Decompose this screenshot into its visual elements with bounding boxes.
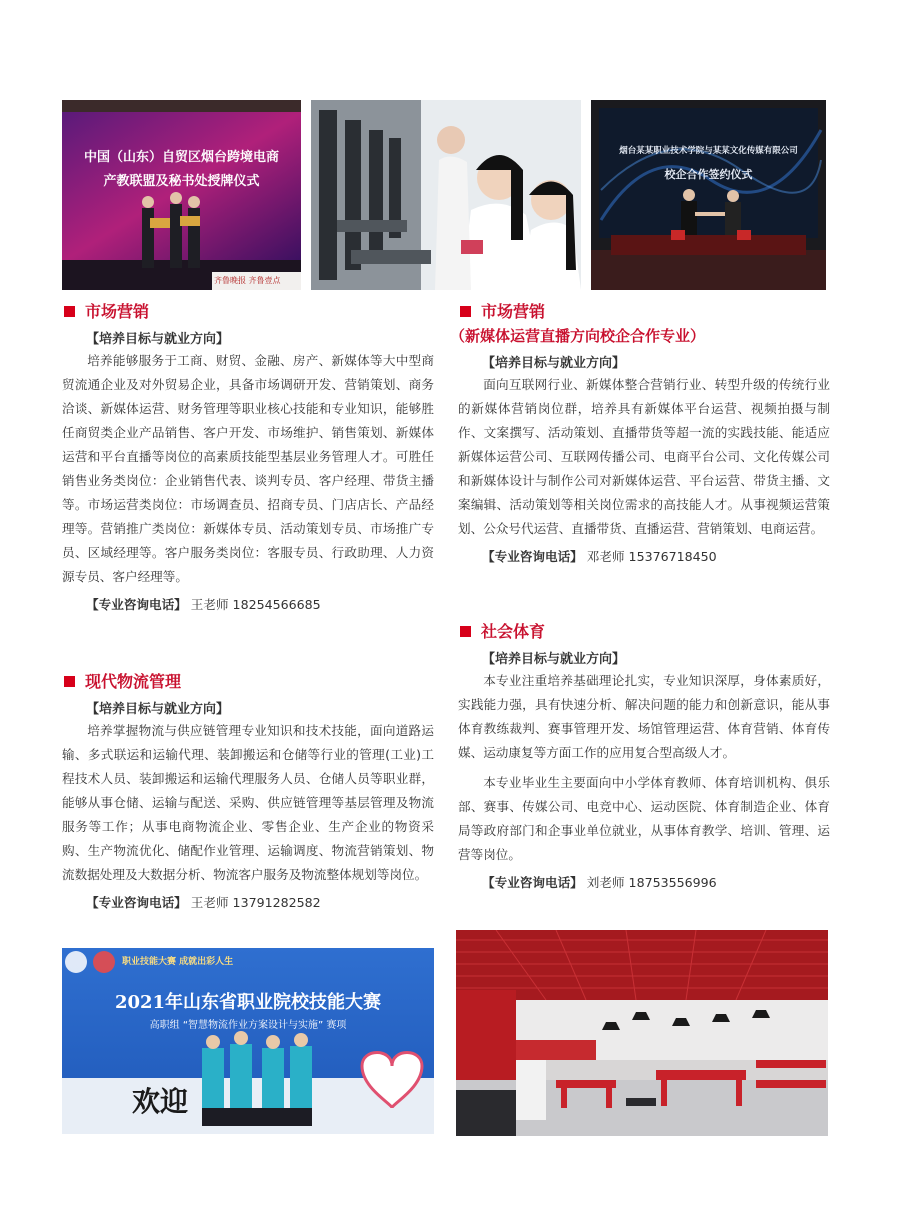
ceremony-photo-1 bbox=[62, 100, 301, 290]
goal-label: 【培养目标与就业方向】 bbox=[482, 652, 626, 667]
contact-label: 【专业咨询电话】 bbox=[482, 875, 583, 890]
red-square-icon bbox=[460, 306, 471, 317]
signing-banner-line-2: 校企合作签约仪式 bbox=[664, 168, 753, 181]
contest-photo bbox=[62, 948, 434, 1134]
contact-label: 【专业咨询电话】 bbox=[482, 549, 583, 564]
section-sports-title bbox=[458, 620, 830, 644]
contact-label: 【专业咨询电话】 bbox=[86, 895, 187, 910]
red-square-icon bbox=[64, 676, 75, 687]
signing-banner-line-1: 烟台某某职业技术学院与某某文化传媒有限公司 bbox=[619, 146, 798, 156]
logistics-paragraph: 培养掌握物流与供应链管理专业知识和技术技能，面向道路运输、多式联运和运输代理、装卸搬运和仓储等行业的管理(工业)工程技术人员、装卸搬运和运输代理服务人员、仓储人员等职业群，能够从事仓储、运输与配送、采购、供应链管理等基层管理及物流服务等工作；从事电商物流企业、零售企业、生产企业的物资采购、生产物流优化、储配作业管理、运输调度、物流营销策划、物流数据处理及大数据分析、物流客户服务及物流整体规划等岗位。 bbox=[62, 723, 434, 882]
red-square-icon bbox=[64, 306, 75, 317]
section-sports bbox=[458, 620, 830, 895]
sports-paragraph-2: 本专业毕业生主要面向中小学体育教师、体育培训机构、俱乐部、赛事、传媒公司、电竞中心、运动医院、体育制造企业、体育局等政府部门和企事业单位就业，从事体育教学、培训、管理、运营等岗位。 bbox=[458, 775, 830, 862]
contact-value: 邓老师 15376718450 bbox=[586, 549, 717, 564]
ceremony-photo-2 bbox=[591, 100, 826, 290]
marketing-paragraph: 培养能够服务于工商、财贸、金融、房产、新媒体等大中型商贸流通企业及对外贸易企业，具备市场调研开发、营销策划、商务洽谈、新媒体运营、财务管理等职业核心技能和专业知识，能够胜任商贸类企业产品销售、客户开发、市场维护、销售策划、新媒体运营和平台直播等岗位的高素质技能型基层业务管理人才。可胜任销售业务类岗位：企业销售代表、谈判专员、客户经理、带货主播等。市场运营类岗位：市场调查员、招商专员、门店店长、产品经理等。营销推广类岗位：新媒体专员、活动策划专员、市场推广专员、区域经理等。客户服务类岗位：客服专员、行政助理、人力资源专员、客户经理等。 bbox=[62, 353, 434, 584]
gym-photo bbox=[456, 930, 828, 1136]
sports-contact bbox=[482, 871, 830, 895]
section-marketing-title bbox=[62, 300, 434, 324]
contact-value: 王老师 13791282582 bbox=[190, 895, 321, 910]
contest-title: 2021年山东省职业院校技能大赛 bbox=[114, 992, 382, 1013]
section-logistics-title-text: 现代物流管理 bbox=[85, 672, 182, 691]
section-marketing bbox=[62, 300, 434, 617]
goal-label: 【培养目标与就业方向】 bbox=[482, 356, 626, 371]
sports-paragraph-1: 本专业注重培养基础理论扎实，专业知识深厚，身体素质好，实践能力强，具有快速分析、解决问题的能力和创新意识，能从事体育教练裁判、赛事管理开发、场馆管理运营、体育营销、体育传媒、运动康复等方面工作的应用复合型高级人才。 bbox=[458, 673, 830, 760]
newspaper-logo: 齐鲁晚报 齐鲁壹点 bbox=[214, 276, 281, 285]
contact-value: 王老师 18254566685 bbox=[190, 597, 321, 612]
section-new-media-subtitle: （新媒体运营直播方向校企合作专业） bbox=[450, 327, 706, 345]
contest-logo-text: 职业技能大赛 成就出彩人生 bbox=[122, 957, 234, 967]
goal-label: 【培养目标与就业方向】 bbox=[86, 332, 230, 347]
goal-label: 【培养目标与就业方向】 bbox=[86, 702, 230, 717]
contest-subtitle: 高职组 “智慧物流作业方案设计与实施” 赛项 bbox=[149, 1020, 347, 1031]
section-marketing-title-text: 市场营销 bbox=[85, 302, 150, 321]
students-photo bbox=[311, 100, 581, 290]
logistics-contact bbox=[86, 891, 434, 915]
new-media-contact bbox=[482, 545, 830, 569]
section-new-media-title-text: 市场营销 bbox=[481, 302, 546, 321]
section-new-media bbox=[450, 300, 830, 569]
welcome-sign-text: 欢迎 bbox=[132, 1085, 189, 1118]
banner-text-line-2: 产教联盟及秘书处授牌仪式 bbox=[103, 174, 260, 189]
section-logistics-title bbox=[62, 670, 434, 694]
section-sports-title-text: 社会体育 bbox=[481, 622, 546, 641]
red-square-icon bbox=[460, 626, 471, 637]
marketing-contact bbox=[86, 593, 434, 617]
section-new-media-title bbox=[458, 300, 830, 324]
new-media-paragraph: 面向互联网行业、新媒体整合营销行业、转型升级的传统行业的新媒体营销岗位群，培养具有新媒体平台运营、视频拍摄与制作、文案撰写、活动策划、直播带货等超一流的实践技能、能适应新媒体运营公司、互联网传播公司、电商平台公司、文化传媒公司和新媒体设计与制作公司对新媒体运营、平台运营、带货主播、文案编辑、活动策划等相关岗位需求的高技能人才。从事视频运营策划、公众号代运营、直播带货、直播运营、营销策划、电商运营。 bbox=[458, 377, 830, 536]
contact-value: 刘老师 18753556996 bbox=[586, 875, 717, 890]
contact-label: 【专业咨询电话】 bbox=[86, 597, 187, 612]
section-logistics bbox=[62, 670, 434, 915]
banner-text-line-1: 中国（山东）自贸区烟台跨境电商 bbox=[83, 150, 279, 165]
